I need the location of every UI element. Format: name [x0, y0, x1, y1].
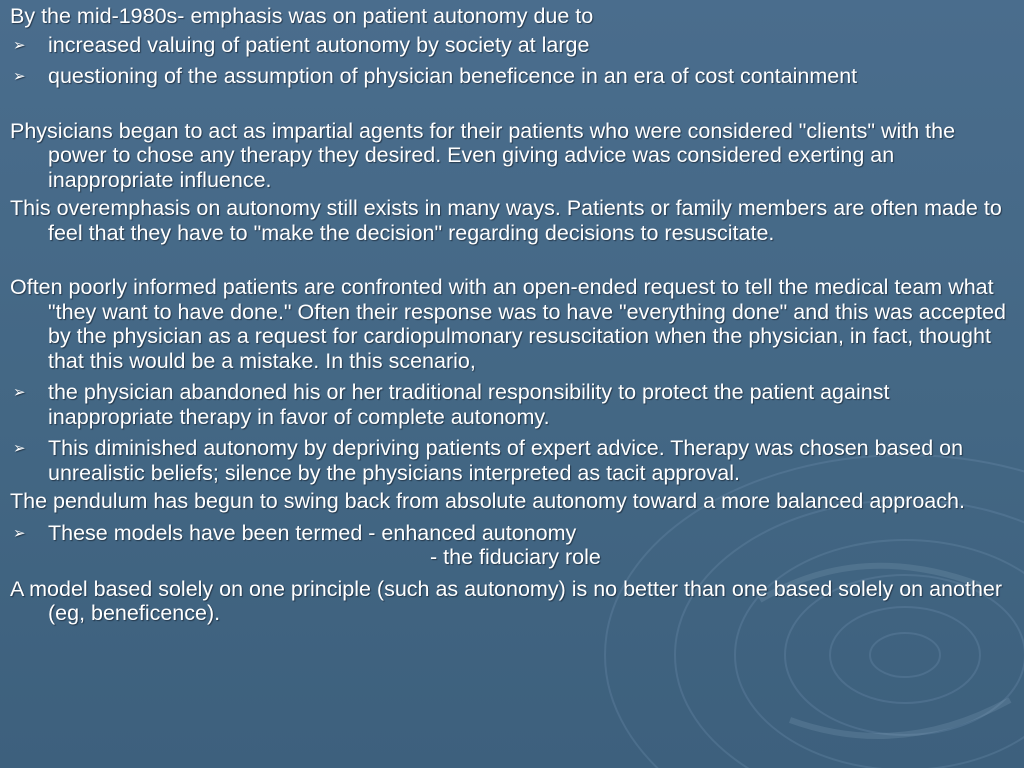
bullet-text: the physician abandoned his or her traditional responsibility to protect the patient against inappropriate therapy in favor of complete autonomy.	[48, 380, 890, 429]
paragraph: This overemphasis on autonomy still exists in many ways. Patients or family members are often made to feel that they have to "make the decision" regarding decisions to resuscitate.	[10, 196, 1002, 245]
continuation-line: - the fiduciary role	[430, 545, 601, 569]
arrow-bullet-icon: ➢	[13, 440, 26, 457]
slide-body	[10, 4, 1016, 626]
bullet-text: This diminished autonomy by depriving patients of expert advice. Therapy was chosen based on unrealistic beliefs; silence by the physicians interpreted as tacit approval.	[48, 436, 964, 485]
bullet-item	[10, 380, 1016, 429]
arrow-bullet-icon: ➢	[13, 384, 26, 401]
paragraph: Physicians began to act as impartial agents for their patients who were considered "clients" with the power to chose any therapy they desired. Even giving advice was considered exerting an inappropriate influence.	[10, 118, 956, 192]
arrow-bullet-icon: ➢	[13, 524, 26, 542]
paragraph: Often poorly informed patients are confronted with an open-ended request to tell the medical team what "they want to have done." Often their response was to have "everything done" and this was accepted by the physician as a request for cardiopulmonary resuscitation when the physician, in fact, thought that this would be a mistake. In this scenario,	[10, 275, 1006, 373]
bullet-text: questioning of the assumption of physician beneficence in an era of cost containment	[48, 64, 858, 88]
bullet-item	[10, 521, 1016, 546]
bullet-text: increased valuing of patient autonomy by society at large	[48, 32, 590, 57]
bullet-item	[10, 64, 1016, 89]
closing-paragraph: A model based solely on one principle (such as autonomy) is no better than one based solely on another (eg, beneficence).	[10, 576, 1003, 625]
bullet-item	[10, 436, 1016, 485]
bullet-item	[10, 33, 1016, 58]
arrow-bullet-icon: ➢	[13, 36, 26, 54]
intro-paragraph: By the mid-1980s- emphasis was on patient autonomy due to	[10, 4, 594, 28]
arrow-bullet-icon: ➢	[13, 68, 26, 85]
bullet-text: These models have been termed - enhanced autonomy	[48, 520, 577, 545]
paragraph: The pendulum has begun to swing back from absolute autonomy toward a more balanced approach.	[10, 489, 965, 513]
